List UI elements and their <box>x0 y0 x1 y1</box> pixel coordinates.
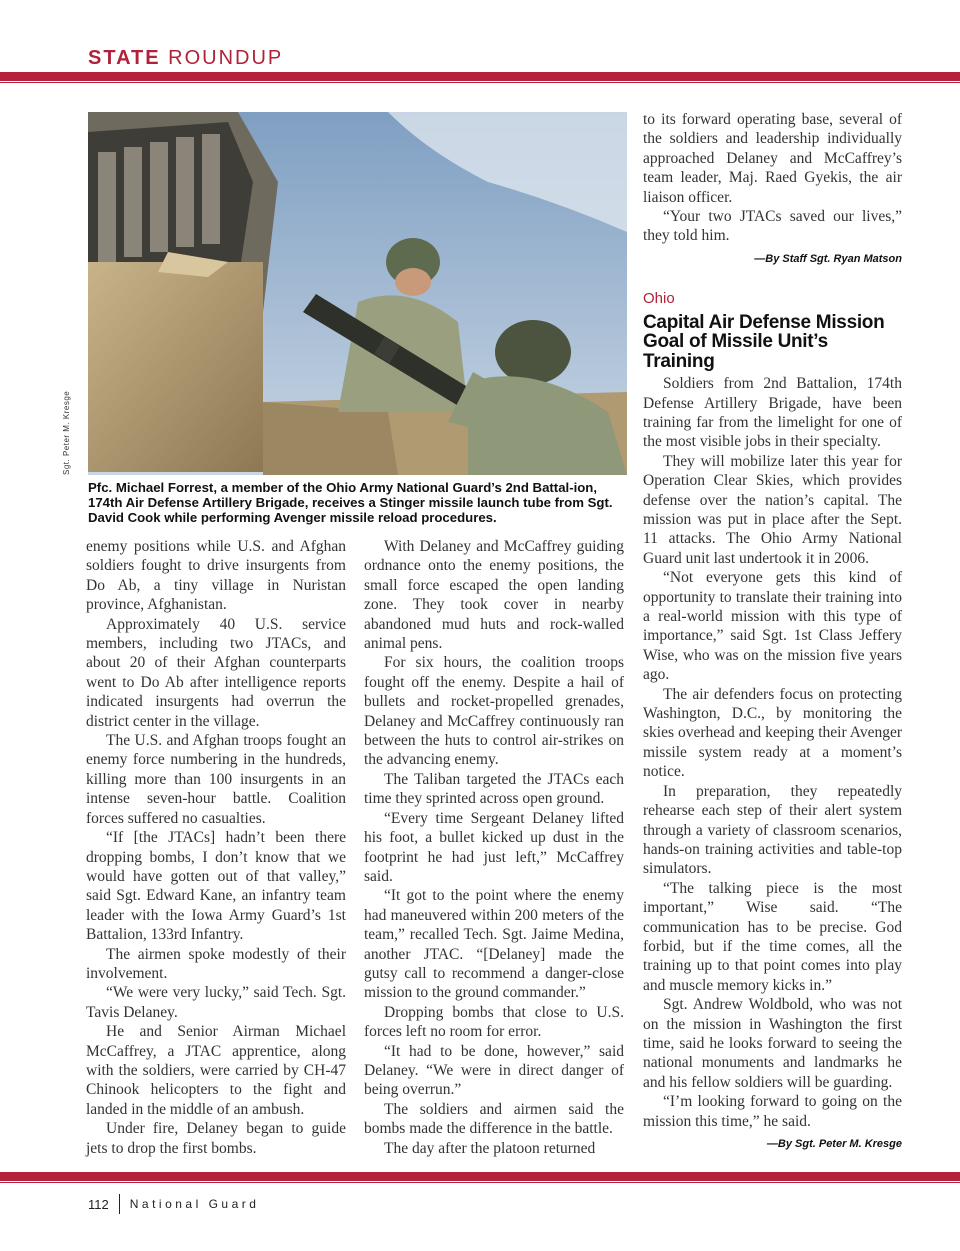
paragraph: The day after the platoon returned <box>384 1139 596 1157</box>
paragraph: enemy positions while U.S. and Afghan soldiers fought to drive insurgents from Do Ab, a tiny village in Nuristan province, Afghanistan. <box>86 538 346 614</box>
section-header-rest: ROUNDUP <box>168 47 284 69</box>
story-state-label: Ohio <box>643 290 675 308</box>
paragraph: The Taliban targeted the JTACs each time they sprinted across open ground. <box>364 770 624 808</box>
column-3 <box>643 110 902 1154</box>
column-1 <box>86 537 346 1158</box>
paragraph: “We were very lucky,” said Tech. Sgt. Tavis Delaney. <box>86 984 346 1021</box>
paragraph: Soldiers from 2nd Battalion, 174th Defense Artillery Brigade, have been training far from the limelight for one of the most visible jobs in their specialty. <box>643 375 902 451</box>
paragraph: “Every time Sergeant Delaney lifted his foot, a bullet kicked up dust in the footprint he had just left,” McCaffrey said. <box>364 809 624 885</box>
byline: —By Staff Sgt. Ryan Matson <box>754 252 902 265</box>
section-header-bold: STATE <box>88 47 161 69</box>
folio-divider <box>119 1194 120 1214</box>
paragraph: With Delaney and McCaffrey guiding ordnance onto the enemy positions, the small force escaped the open landing zone. They took cover in nearby abandoned mud huts and rock-walled animal pens. <box>364 538 624 653</box>
paragraph: The air defenders focus on protecting Washington, D.C., by monitoring the skies overhead and keeping their Avenger missile system ready at a moment’s notice. <box>643 685 902 781</box>
header-rule <box>0 72 960 81</box>
paragraph: Approximately 40 U.S. service members, including two JTACs, and about 20 of their Afghan counterparts went to Do Ab after intelligence reports indicated insurgents had overrun the district center in the village. <box>86 615 346 730</box>
paragraph: “If [the JTACs] hadn’t been there dropping bombs, I don’t know that we would have gotten out of that valley,” said Sgt. Edward Kane, an infantry team leader with the Iowa Army Guard’s 1st Battalion, 133rd Infantry. <box>86 829 346 944</box>
paragraph: For six hours, the coalition troops fought off the enemy. Despite a hail of bullets and rocket-propelled grenades, Delaney and McCaffrey continuously ran between the huts to control air-strikes on the advancing enemy. <box>364 654 624 769</box>
paragraph: The U.S. and Afghan troops fought an enemy force numbering in the hundreds, killing more than 100 insurgents in an intense seven-hour battle. Coalition forces suffered no casualties. <box>86 732 346 827</box>
folio <box>88 1194 259 1214</box>
paragraph: The soldiers and airmen said the bombs made the difference in the battle. <box>364 1100 624 1138</box>
paragraph: “I’m looking forward to going on the mission this time,” he said. <box>643 1093 902 1130</box>
section-header <box>88 47 283 70</box>
paragraph: “It had to be done, however,” said Delaney. “We were in direct danger of being overrun.” <box>364 1042 624 1099</box>
paragraph: In preparation, they repeatedly rehearse each step of their alert system through a variety of classroom scenarios, hands-on training activities and table-top simulators. <box>643 782 902 878</box>
paragraph: Under fire, Delaney began to guide jets to drop the first bombs. <box>86 1120 346 1157</box>
photo-caption: Pfc. Michael Forrest, a member of the Ohio Army National Guard’s 2nd Battal-ion, 174th Air Defense Artillery Brigade, receives a Stinger missile launch tube from Sgt. David Cook while performing Avenger missile reload procedures. <box>88 480 613 525</box>
paragraph: They will mobilize later this year for Operation Clear Skies, which provides defense over the nation’s capital. The mission was put in place after the Sept. 11 attacks. The Ohio Army National Guard unit last undertook it in 2006. <box>643 452 902 567</box>
story-headline: Capital Air Defense Mission Goal of Missile Unit’s Training <box>643 311 885 372</box>
paragraph: Sgt. Andrew Woldbold, who was not on the mission in Washington the first time, said he looks forward to seeing the national monuments and landmarks he and his fellow soldiers will be guarding. <box>643 996 902 1091</box>
paragraph: “Not everyone gets this kind of opportunity to translate their training into a real-world mission with this type of importance,” said Sgt. 1st Class Jeffery Wise, who was on the mission five years ago. <box>643 569 902 684</box>
footer-rule <box>0 1172 960 1181</box>
paragraph: He and Senior Airman Michael McCaffrey, a JTAC apprentice, along with the soldiers, were carried by CH-47 Chinook helicopters to the fight and landed in the middle of an ambush. <box>86 1023 346 1118</box>
paragraph: “Your two JTACs saved our lives,” they told him. <box>643 208 902 245</box>
column-2 <box>364 537 624 1158</box>
photo-credit: Sgt. Peter M. Kresge <box>62 390 71 475</box>
magazine-name: National Guard <box>129 1197 260 1211</box>
paragraph: “The talking piece is the most important,” Wise said. “The communication has to be precise. God forbid, but if the time comes, all the training up to that point comes into play and muscle memory kicks in.” <box>643 879 902 994</box>
byline: —By Sgt. Peter M. Kresge <box>766 1138 902 1150</box>
paragraph: “It got to the point where the enemy had maneuvered within 200 meters of the team,” recalled Tech. Sgt. Jaime Medina, another JTAC. “[Delaney] made the gutsy call to recommend a danger-close mission to the ground commander.” <box>364 887 624 1002</box>
paragraph: to its forward operating base, several of the soldiers and leadership individually approached Delaney and McCaffrey’s team leader, Maj. Raed Gyekis, the air liaison officer. <box>643 111 902 206</box>
page-number: 112 <box>88 1196 109 1212</box>
paragraph: Dropping bombs that close to U.S. forces left no room for error. <box>364 1003 624 1041</box>
article-photo <box>88 112 627 475</box>
paragraph: The airmen spoke modestly of their involvement. <box>86 945 346 982</box>
